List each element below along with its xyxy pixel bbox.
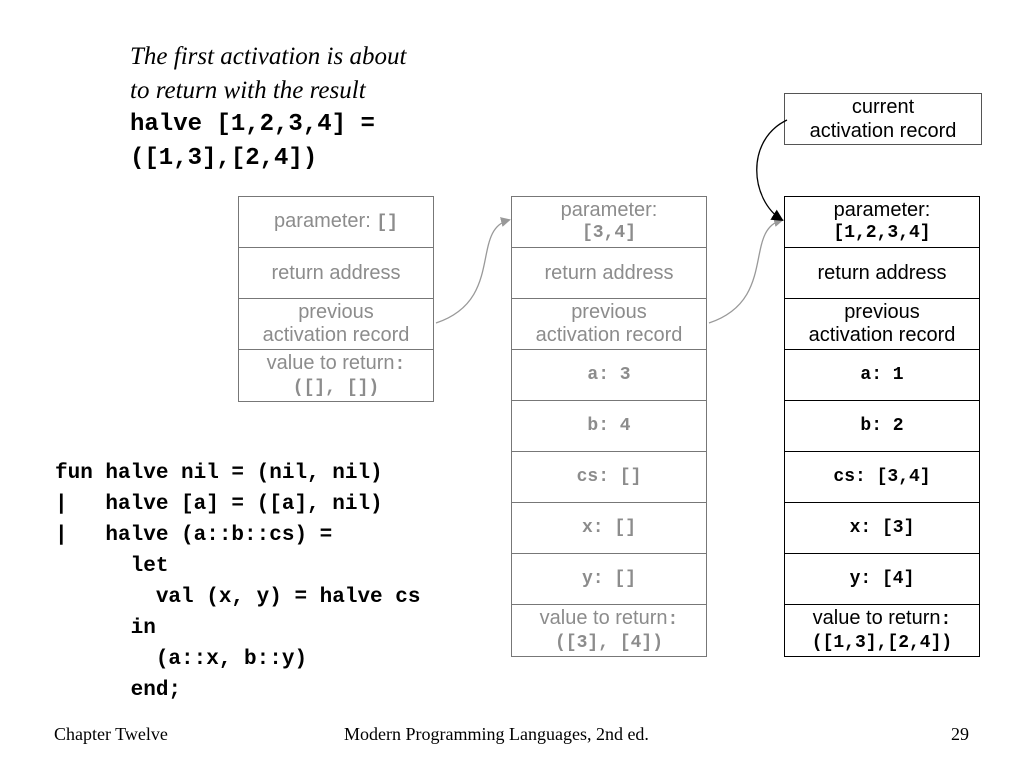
left-return-address: return address bbox=[239, 248, 433, 299]
right-previous-line-2: activation record bbox=[808, 324, 956, 346]
mid-var-a: a: 3 bbox=[512, 350, 706, 401]
left-param-label: parameter: bbox=[274, 209, 371, 232]
current-label-line-1: current bbox=[851, 96, 915, 118]
right-value-label: value to return bbox=[812, 606, 941, 629]
right-var-cs: cs: [3,4] bbox=[785, 452, 979, 503]
mid-previous-line-1: previous bbox=[571, 301, 647, 323]
code-line: in bbox=[55, 617, 156, 640]
right-param-label: parameter: bbox=[833, 199, 931, 221]
mid-previous-line-2: activation record bbox=[535, 324, 683, 346]
code-line: val (x, y) = halve cs bbox=[55, 586, 421, 609]
code-line: (a::x, b::y) bbox=[55, 648, 308, 671]
right-value: ([1,3],[2,4]) bbox=[811, 632, 953, 653]
right-previous-line-1: previous bbox=[844, 301, 920, 323]
left-previous-line-1: previous bbox=[298, 301, 374, 323]
mid-var-b: b: 4 bbox=[512, 401, 706, 452]
left-previous-line-2: activation record bbox=[262, 324, 410, 346]
code-line: | halve (a::b::cs) = bbox=[55, 524, 333, 547]
left-value-colon: : bbox=[394, 354, 406, 375]
left-value-label: value to return bbox=[266, 351, 395, 374]
footer-book-title: Modern Programming Languages, 2nd ed. bbox=[344, 724, 649, 744]
mid-param-value: [3,4] bbox=[581, 223, 636, 243]
mid-value: ([3], [4]) bbox=[554, 632, 664, 653]
mid-value-label: value to return bbox=[539, 606, 668, 629]
arrow-middle-to-right bbox=[709, 220, 782, 323]
title-code-2: ([1,3],[2,4]) bbox=[130, 145, 318, 172]
footer-page-number: 29 bbox=[951, 724, 969, 744]
right-value-colon: : bbox=[940, 609, 952, 630]
right-param-value: [1,2,3,4] bbox=[833, 223, 931, 243]
current-label-line-2: activation record bbox=[809, 120, 957, 142]
mid-return-address: return address bbox=[512, 248, 706, 299]
title-line-1: The first activation is about bbox=[130, 43, 407, 70]
title-code-1: halve [1,2,3,4] = bbox=[130, 111, 375, 138]
code-block bbox=[55, 458, 420, 706]
right-var-a: a: 1 bbox=[785, 350, 979, 401]
mid-var-y: y: [] bbox=[512, 554, 706, 605]
footer-chapter: Chapter Twelve bbox=[54, 724, 168, 744]
code-line: let bbox=[55, 555, 169, 578]
left-value: ([], []) bbox=[292, 377, 380, 398]
code-line: | halve [a] = ([a], nil) bbox=[55, 493, 383, 516]
mid-param-label: parameter: bbox=[560, 199, 658, 221]
left-param-value: [] bbox=[376, 212, 398, 233]
mid-var-cs: cs: [] bbox=[512, 452, 706, 503]
mid-value-colon: : bbox=[667, 609, 679, 630]
right-var-y: y: [4] bbox=[785, 554, 979, 605]
mid-var-x: x: [] bbox=[512, 503, 706, 554]
arrow-current-pointer bbox=[757, 120, 787, 220]
right-var-x: x: [3] bbox=[785, 503, 979, 554]
right-var-b: b: 2 bbox=[785, 401, 979, 452]
arrow-left-to-middle bbox=[436, 220, 509, 323]
title-line-2: to return with the result bbox=[130, 77, 366, 104]
right-return-address: return address bbox=[785, 248, 979, 299]
code-line: fun halve nil = (nil, nil) bbox=[55, 462, 383, 485]
code-line: end; bbox=[55, 679, 182, 702]
